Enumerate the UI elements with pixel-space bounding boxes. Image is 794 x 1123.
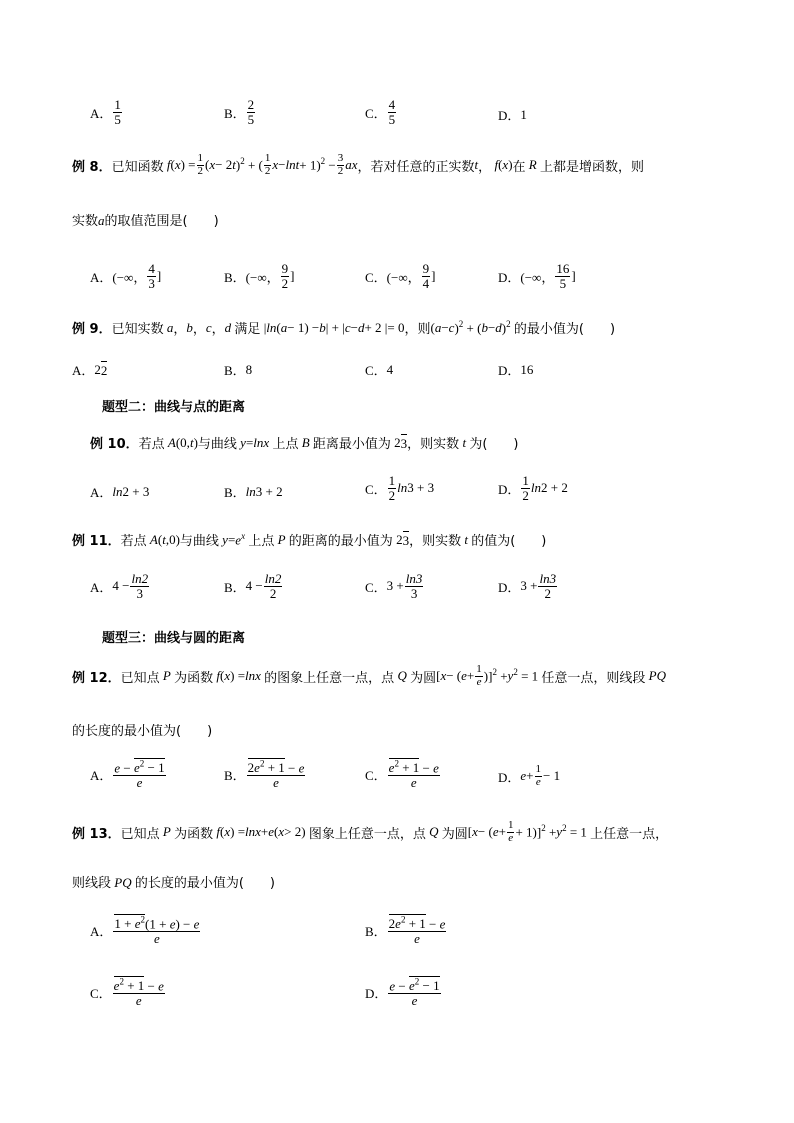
fraction: $\frac{16}{5}$ <box>556 261 570 291</box>
q8-option-d: D． (−∞， $\frac{16}{5}$ ] <box>498 261 576 291</box>
fraction: $\frac{1}{5}$ <box>114 97 121 127</box>
q11-option-d: D． 3 + $\frac{\ln 3}{2}$ <box>498 571 557 601</box>
q13-option-b: B． $\frac{2e^2 + 1 - e}{e}$ <box>365 915 446 946</box>
q8-stem-line2: 实数a的取值范围是( ) <box>72 213 219 229</box>
q8-option-a: A． (−∞， $\frac{4}{3}$ ] <box>90 261 162 291</box>
fraction: $\frac{\ln 3}{3}$ <box>405 571 423 601</box>
fraction: $\frac{e - e^2 - 1}{e}$ <box>114 759 165 790</box>
q12-stem-line2: 的长度的最小值为( ) <box>72 724 213 739</box>
q12-option-d: D． e + $\frac{1}{e}$ − 1 <box>498 763 561 788</box>
q13-option-c: C． $\frac{e^2 + 1 - e}{e}$ <box>90 977 164 1008</box>
fraction: $\frac{1}{2}$ <box>264 152 271 177</box>
fraction: $\frac{2e^2 + 1 - e}{e}$ <box>388 915 446 946</box>
q12-option-b: B． $\frac{2e^2 + 1 - e}{e}$ <box>224 759 305 790</box>
fraction: $\frac{1}{2}$ <box>522 473 529 503</box>
q10-option-d: D． $\frac{1}{2}$ ln 2 + 2 <box>498 473 568 503</box>
q13-option-d: D． $\frac{e - e^2 - 1}{e}$ <box>365 977 440 1008</box>
fraction: $\frac{9}{2}$ <box>281 261 289 291</box>
fraction: $\frac{4}{5}$ <box>388 97 396 127</box>
q11-option-c: C． 3 + $\frac{\ln 3}{3}$ <box>365 571 423 601</box>
q10-option-b: B． ln 3 + 2 <box>224 483 283 500</box>
q12-option-c: C． $\frac{e^2 + 1 - e}{e}$ <box>365 759 439 790</box>
math-expr: f <box>163 157 171 173</box>
q11-stem: 例 11． 若点 A ( t ,0) 与曲线 y = $e^x$ 上点 P 的距离的最小值为 2 3 ，则实数 t 的值为( ) <box>72 530 547 549</box>
section-heading: 题型二：曲线与点的距离 <box>102 400 246 415</box>
fraction: $\frac{1}{e}$ <box>535 763 542 788</box>
q10-option-a: A． ln 2 + 3 <box>90 483 150 500</box>
q7-option-d: D． 1 <box>498 106 527 123</box>
q11-option-a: A． 4 − $\frac{\ln 2}{3}$ <box>90 571 149 601</box>
fraction: $\frac{9}{4}$ <box>422 261 430 291</box>
fraction: $\frac{1 + e^2(1 + e) - e}{e}$ <box>114 915 200 946</box>
q10-option-c: C． $\frac{1}{2}$ ln 3 + 3 <box>365 473 435 503</box>
section-heading: 题型三：曲线与圆的距离 <box>102 631 246 646</box>
q9-stem: 例 9． 已知实数 a ， b ， c ， d 满足 | ln ( a − 1) − b | + | c − d + 2 |= 0 ，则 ( a − c )$^2$ + ( b − d )$^2$ 的最小值为( ) <box>72 318 616 337</box>
q7-option-b: B． $\frac{2}{5}$ <box>224 97 255 127</box>
q12-stem: 例 12． 已知点 P 为函数 f ( x ) = lnx 的图象上任意一点，点 Q 为圆 [ x − ( e + $\frac{1}{e}$ )]$^2$ + y $^2$ = 1 任意一点，则线段 PQ <box>72 663 667 688</box>
q13-option-a: A． $\frac{1 + e^2(1 + e) - e}{e}$ <box>90 915 200 946</box>
q11-option-b: B． 4 − $\frac{\ln 2}{2}$ <box>224 571 282 601</box>
fraction: $\frac{2}{5}$ <box>247 97 255 127</box>
q13-stem-line2: 则线段 PQ 的长度的最小值为( ) <box>72 875 276 891</box>
fraction: $\frac{2e^2 + 1 - e}{e}$ <box>247 759 305 790</box>
fraction: $\frac{\ln 2}{2}$ <box>264 571 282 601</box>
q9-option-a: A． 2 2 <box>72 361 108 378</box>
q10-stem: 例 10． 若点 A (0, t ) 与曲线 y = lnx 上点 B 距离最小值为 2 3 ，则实数 t 为( ) <box>90 434 519 452</box>
fraction: $\frac{1}{2}$ <box>388 473 396 503</box>
fraction: $\frac{1}{e}$ <box>476 663 482 688</box>
fraction: $\frac{\ln 3}{2}$ <box>539 571 557 601</box>
fraction: $\frac{1}{e}$ <box>507 819 514 844</box>
q12-option-a: A． $\frac{e - e^2 - 1}{e}$ <box>90 759 165 790</box>
q7-option-c: C． $\frac{4}{5}$ <box>365 97 396 127</box>
fraction: $\frac{e^2 + 1 - e}{e}$ <box>388 759 439 790</box>
fraction: $\frac{e^2 + 1 - e}{e}$ <box>113 977 164 1008</box>
q7-option-a: A． $\frac{1}{5}$ <box>90 97 121 127</box>
q8-stem: 例 8． 已知函数 f ( x ) = $\frac{1}{2}$ ( x − 2 t )$^2$ + ( $\frac{1}{2}$ x − lnt + 1)$^2$ − $\frac{3}{2}$ ax ，若对任意的正实数 t ， f ( x ) 在 R 上都是增函数，则 <box>72 152 645 177</box>
fraction: $\frac{1}{2}$ <box>197 152 204 177</box>
q9-option-c: C． 4 <box>365 361 394 378</box>
q8-option-b: B． (−∞， $\frac{9}{2}$ ] <box>224 261 295 291</box>
q9-option-b: B． 8 <box>224 361 253 378</box>
q8-option-c: C． (−∞， $\frac{9}{4}$ ] <box>365 261 436 291</box>
q13-stem: 例 13． 已知点 P 为函数 f ( x ) = lnx + e ( x > 2) 图象上任意一点，点 Q 为圆 [ x − ( e + $\frac{1}{e}$ + 1)]$^2$ + y $^2$ = 1 上任意一点， <box>72 819 669 844</box>
fraction: $\frac{4}{3}$ <box>148 261 155 291</box>
fraction: $\frac{e - e^2 - 1}{e}$ <box>389 977 440 1008</box>
fraction: $\frac{\ln 2}{3}$ <box>131 571 149 601</box>
q9-option-d: D． 16 <box>498 361 534 378</box>
fraction: $\frac{3}{2}$ <box>337 152 344 177</box>
